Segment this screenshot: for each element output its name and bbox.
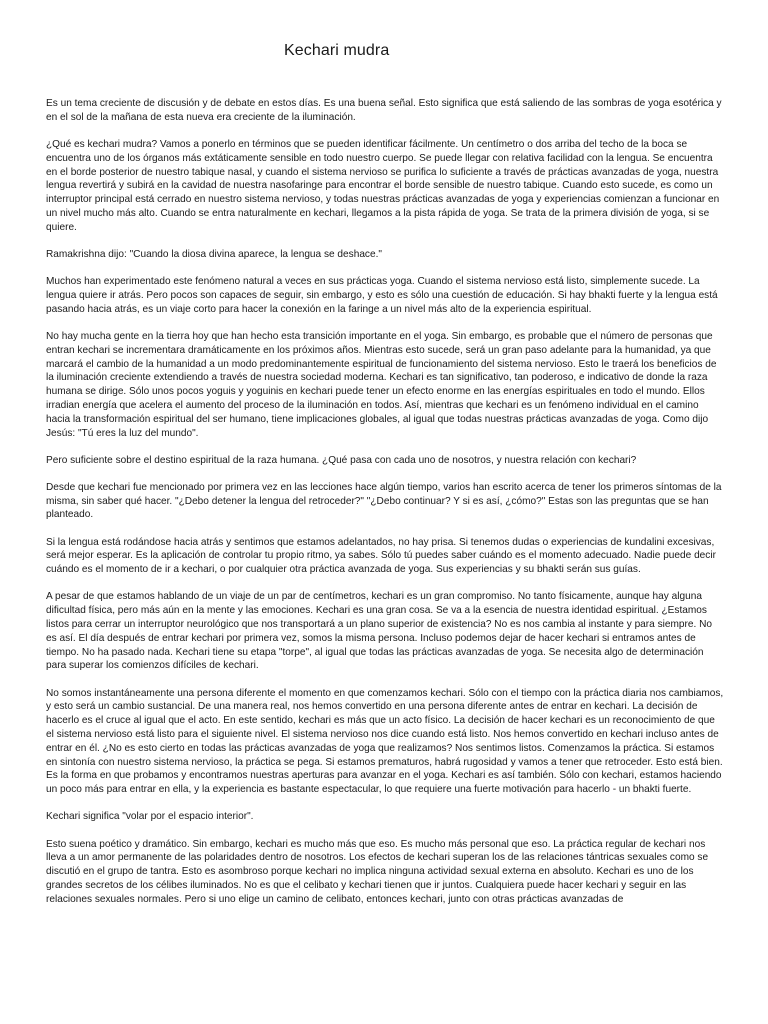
paragraph-8: Si la lengua está rodándose hacia atrás y sentimos que estamos adelantados, no hay prisa. Si tenemos dudas o experiencias de kundalini excesivas, será mejor esperar. Es la aplicación de controlar tu propio ritmo, ya sabes. Sólo tú puedes saber cuándo es el momento adecuado. Nadie puede decir cuándo es el momento de ir a kechari, o por cualquier otra práctica avanzada de yoga. Sus experiencias y su bhakti serán sus guías.	[46, 536, 716, 576]
paragraph-2: ¿Qué es kechari mudra? Vamos a ponerlo en términos que se pueden identificar fácilmente. Un centímetro o dos arriba del techo de la boca se encuentra uno de los órganos más extáticamente sensible en todo nuestro cuerpo. Se puede llegar con relativa facilidad con la lengua. Se encuentra en el borde posterior de nuestro tabique nasal, y cuando el sistema nervioso se purifica lo suficiente a través de prácticas avanzadas de yoga, nuestra lengua revertirá y subirá en la cavidad de nuestra nasofaringe para encontrar el borde sensible de nuestro tabique. Cuando esto sucede, es como un interruptor principal está cerrado en nuestro sistema nervioso, y todas nuestras prácticas avanzadas de yoga y experiencias comienzan a funcionar en un nivel mucho más alto. Cuando se entra naturalmente en kechari, llegamos a la pista rápida de yoga. Se trata de la primera división de yoga, si se quiere.	[46, 138, 720, 233]
paragraph-5: No hay mucha gente en la tierra hoy que han hecho esta transición importante en el yoga. Sin embargo, es probable que el número de personas que entran kechari se incrementara dramáticamente en los próximos años. Mientras esto sucede, será un gran paso adelante para la humanidad, ya que marcará el cambio de la humanidad a un modo predominantemente espiritual de funcionamiento del sistema nervioso. Esto le traerá los beneficios de la iluminación creciente extendiendo a través de nuestra sociedad moderna. Kechari es tan significativo, tan poderoso, e indicativo de donde la raza humana se dirige. Sólo unos pocos yoguis y yoguinis en kechari puede tener un efecto enorme en las energías espirituales en todo el mundo. Ellos irradian energía que acelera el aumento del proceso de la iluminación en todos. Así, mientras que kechari es un fenómeno individual en el camino hacia la transformación espiritual del ser humano, tiene implicaciones globales, al igual que todas nuestras prácticas avanzadas de yoga. Como dijo Jesús: "Tú eres la luz del mundo".	[46, 330, 717, 439]
document-body	[46, 97, 724, 920]
document-title: Kechari mudra	[284, 42, 390, 59]
paragraph-6: Pero suficiente sobre el destino espiritual de la raza humana. ¿Qué pasa con cada uno de nosotros, y nuestra relación con kechari?	[46, 454, 637, 466]
paragraph-11: Kechari significa "volar por el espacio interior".	[46, 811, 254, 823]
paragraph-12: Esto suena poético y dramático. Sin embargo, kechari es mucho más que eso. Es mucho más personal que eso. La práctica regular de kechari nos lleva a un amor permanente de las polaridades dentro de nosotros. Los efectos de kechari superan los de las relaciones tántricas sexuales como se discutió en el grupo de tantra. Esto es asombroso porque kechari no implica ninguna actividad sexual externa en absoluto. Kechari es uno de los grandes secretos de los célibes iluminados. No es que el celibato y kechari tienen que ir juntos. Cualquiera puede hacer kechari y seguir en las relaciones sexuales normales. Pero si uno elige un camino de celibato, entonces kechari, junto con otras prácticas avanzadas de	[46, 838, 709, 905]
paragraph-4: Muchos han experimentado este fenómeno natural a veces en sus prácticas yoga. Cuando el sistema nervioso está listo, simplemente sucede. La lengua quiere ir atrás. Pero pocos son capaces de seguir, sin embargo, y esto es sólo una cuestión de educación. Si hay bhakti fuerte y la lengua está pasando hacia atrás, es un viaje corto para hacer la conexión en la faringe a un nivel más alto de la experiencia espiritual.	[46, 276, 718, 315]
paragraph-3-quote: Ramakrishna dijo: "Cuando la diosa divina aparece, la lengua se deshace."	[46, 248, 382, 260]
paragraph-1: Es un tema creciente de discusión y de debate en estos días. Es una buena señal. Esto significa que está saliendo de las sombras de yoga esotérica y en el sol de la mañana de esta nueva era creciente de la iluminación.	[46, 98, 722, 123]
paragraph-9: A pesar de que estamos hablando de un viaje de un par de centímetros, kechari es un gran compromiso. No tanto físicamente, aunque hay alguna dificultad física, pero más aún en la mente y las emociones. Kechari es una gran cosa. Se va a la esencia de nuestra identidad espiritual. ¿Estamos listos para cerrar un interruptor neurológico que nos transportará a un plano superior de existencia? No es nos cambia al instante y para siempre. No es así. El día después de entrar kechari por primera vez, somos la misma persona. Incluso podemos dejar de hacer kechari si entramos antes de tiempo. No ha pasado nada. Kechari tiene su etapa "torpe", al igual que todas las prácticas avanzadas de yoga. Se necesita algo de determinación para superar los comienzos difíciles de kechari.	[46, 591, 712, 672]
paragraph-10: No somos instantáneamente una persona diferente el momento en que comenzamos kechari. Sólo con el tiempo con la práctica diaria nos cambiamos, y esto será un cambio sustancial. De una manera real, nos hemos convertido en una persona diferente antes de entrar en kechari. La decisión de hacerlo es el cruce al igual que el acto. En este sentido, kechari es más que un acto físico. La decisión de hacer kechari es un reconocimiento de que el sistema nervioso está listo para el siguiente nivel. El sistema nervioso nos dice cuando está listo. Nos hemos convertido en kechari incluso antes de entrar en él. ¿No es esto cierto en todas las prácticas avanzadas de yoga que realizamos? Nos sentimos listos. Comenzamos la práctica. Si estamos en sintonía con nuestro sistema nervioso, la práctica se pega. Si estamos prematuros, habrá rugosidad y vamos a tener que retroceder. Esto está bien. Es la forma en que probamos y encontramos nuestras aperturas para avanzar en el yoga. Kechari es así también. Sólo con kechari, estamos haciendo un poco más para entrar en ella, y la experiencia es bastante espectacular, lo que requiere una fuerte motivación para hacerlo - un bhakti fuerte.	[46, 687, 724, 796]
paragraph-7: Desde que kechari fue mencionado por primera vez en las lecciones hace algún tiempo, varios han escrito acerca de tener los primeros síntomas de la misma, sin saber qué hacer. "¿Debo detener la lengua del retroceder?" "¿Debo continuar? Y si es así, ¿cómo?" Estas son las preguntas que se han planteado.	[46, 481, 722, 521]
